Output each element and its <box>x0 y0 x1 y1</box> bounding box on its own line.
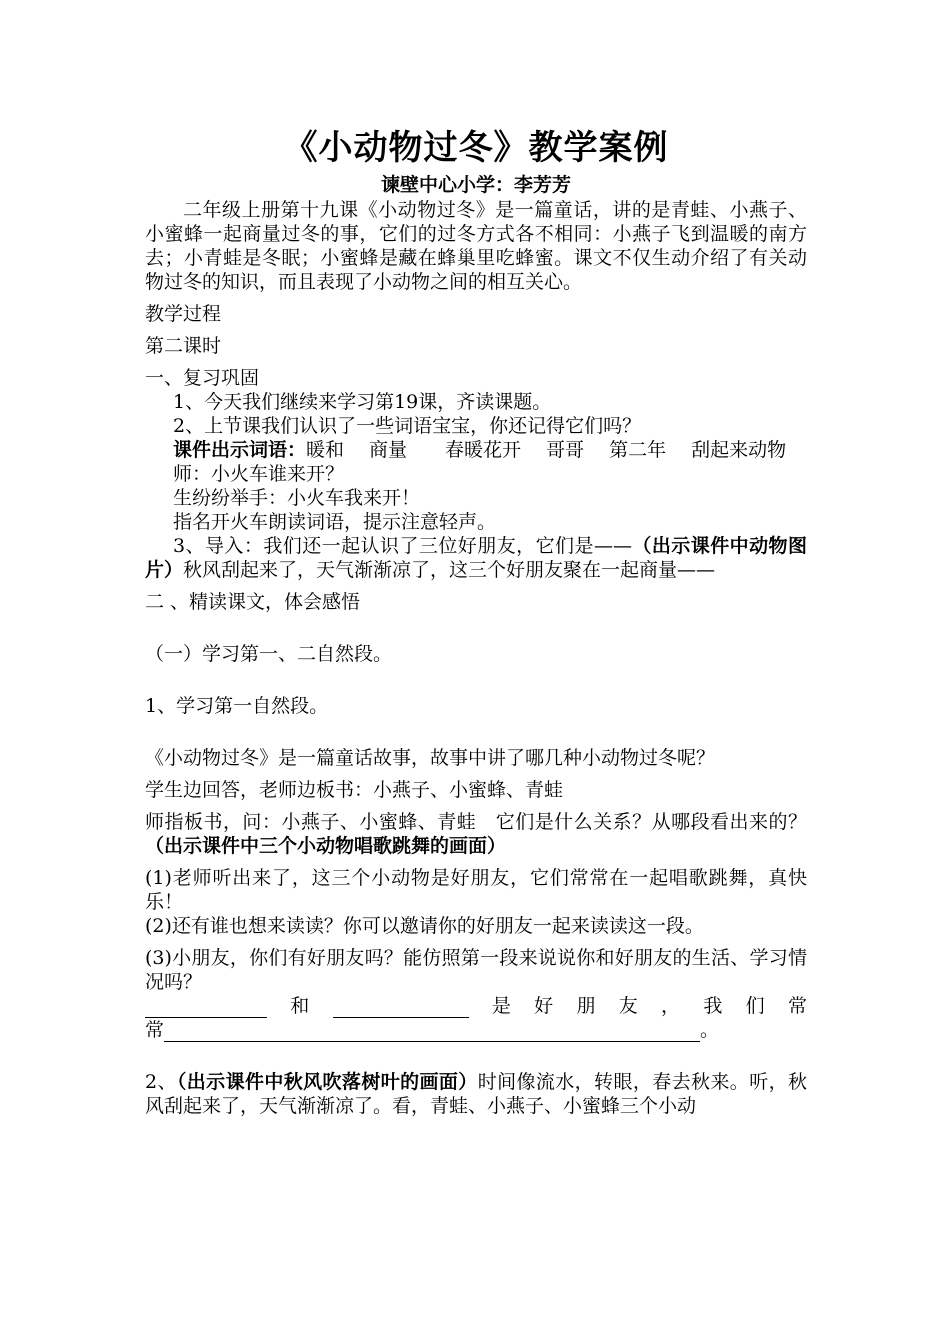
reading-line: 指名开火车朗读词语，提示注意轻声。 <box>173 511 497 533</box>
blank-3[interactable] <box>164 1021 700 1042</box>
subsection-1-heading: （一）学习第一、二自然段。 <box>145 643 393 665</box>
step-2-text: 时间像流水，转眼，春去秋来。听，秋风刮起来了，天气渐渐凉了。看，青蛙、小燕子、小蜜蜂三个小动 <box>145 1071 807 1117</box>
step-1-heading: 1、学习第一自然段。 <box>145 695 329 717</box>
fill-in-line-2 <box>145 1018 807 1042</box>
lesson-heading: 第二课时 <box>145 335 222 357</box>
document-title: 《小动物过冬》教学案例 <box>283 128 669 168</box>
question-2 <box>145 810 807 858</box>
step-2-cue: （出示课件中秋风吹落树叶的画面） <box>176 1071 478 1093</box>
fill-char: 们 <box>745 995 765 1017</box>
item3-text-pre: 3、导入：我们还一起认识了三位好朋友，它们是—— <box>173 535 632 557</box>
process-heading: 教学过程 <box>145 303 222 325</box>
blank-1[interactable] <box>145 997 267 1018</box>
vocab-label: 课件出示词语： <box>173 439 307 461</box>
review-item-2: 2、上节课我们认识了一些词语宝宝，你还记得它们吗？ <box>173 415 642 437</box>
blank-2[interactable] <box>333 997 469 1018</box>
fill-char: ， <box>661 995 681 1017</box>
item3-text-post: 秋风刮起来了，天气渐渐凉了，这三个好朋友聚在一起商量—— <box>183 559 716 581</box>
prompt-2: (2)还有谁也想来读读？你可以邀请你的好朋友一起来读读这一段。 <box>145 915 704 937</box>
question-1: 《小动物过冬》是一篇童话故事，故事中讲了哪几种小动物过冬呢？ <box>145 747 716 769</box>
step-2-paragraph <box>145 1070 807 1118</box>
author-line: 谏壁中心小学：李芳芳 <box>380 174 571 196</box>
step-2-number: 2、 <box>145 1071 177 1093</box>
teacher-line: 师：小火车谁来开？ <box>173 463 345 485</box>
fill-char: 朋 <box>576 995 596 1017</box>
fill-char: 好 <box>534 995 554 1017</box>
fill-char: 友 <box>618 995 638 1017</box>
review-item-1: 1、今天我们继续来学习第19课，齐读课题。 <box>173 391 552 413</box>
board-note: 学生边回答，老师边板书：小燕子、小蜜蜂、青蛙 <box>145 779 564 801</box>
item3-cue: （出示课件中动物图片） <box>145 535 807 581</box>
vocab-line <box>145 438 807 462</box>
question-2-text: 师指板书，问：小燕子、小蜜蜂、青蛙 它们是什么关系？从哪段看出来的？ <box>145 811 807 833</box>
fill-end: 。 <box>700 1019 720 1041</box>
intro-item-3 <box>145 534 807 582</box>
document-page <box>145 120 807 1118</box>
prompt-3: (3)小朋友，你们有好朋友吗？能仿照第一段来说说你和好朋友的生活、学习情况吗？ <box>145 947 807 993</box>
question-2-cue: （出示课件中三个小动物唱歌跳舞的画面） <box>145 835 507 857</box>
fill-and: 和 <box>290 995 310 1017</box>
fill-in-line-1 <box>145 994 807 1018</box>
students-line: 生纷纷举手：小火车我来开！ <box>173 487 421 509</box>
section1-heading: 一、复习巩固 <box>145 367 260 389</box>
fill-char: 是 <box>491 995 511 1017</box>
fill-char: 我 <box>703 995 723 1017</box>
fill-line2-start: 常 <box>145 1019 165 1041</box>
intro-paragraph: 二年级上册第十九课《小动物过冬》是一篇童话，讲的是青蛙、小燕子、小蜜蜂一起商量过冬的事，它们的过冬方式各不相同：小燕子飞到温暖的南方去；小青蛙是冬眠；小蜜蜂是藏在蜂巢里吃蜂蜜。课文不仅生动介绍了有关动物过冬的知识，而且表现了小动物之间的相互关心。 <box>145 199 807 293</box>
section2-heading: 二 、精读课文，体会感悟 <box>145 591 361 613</box>
vocab-words: 暖和 商量 春暖花开 哥哥 第二年 刮起来动物 <box>306 439 787 461</box>
prompt-1: (1)老师听出来了，这三个小动物是好朋友，它们常常在一起唱歌跳舞，真快乐！ <box>145 867 807 913</box>
fill-char: 常 <box>787 995 807 1017</box>
